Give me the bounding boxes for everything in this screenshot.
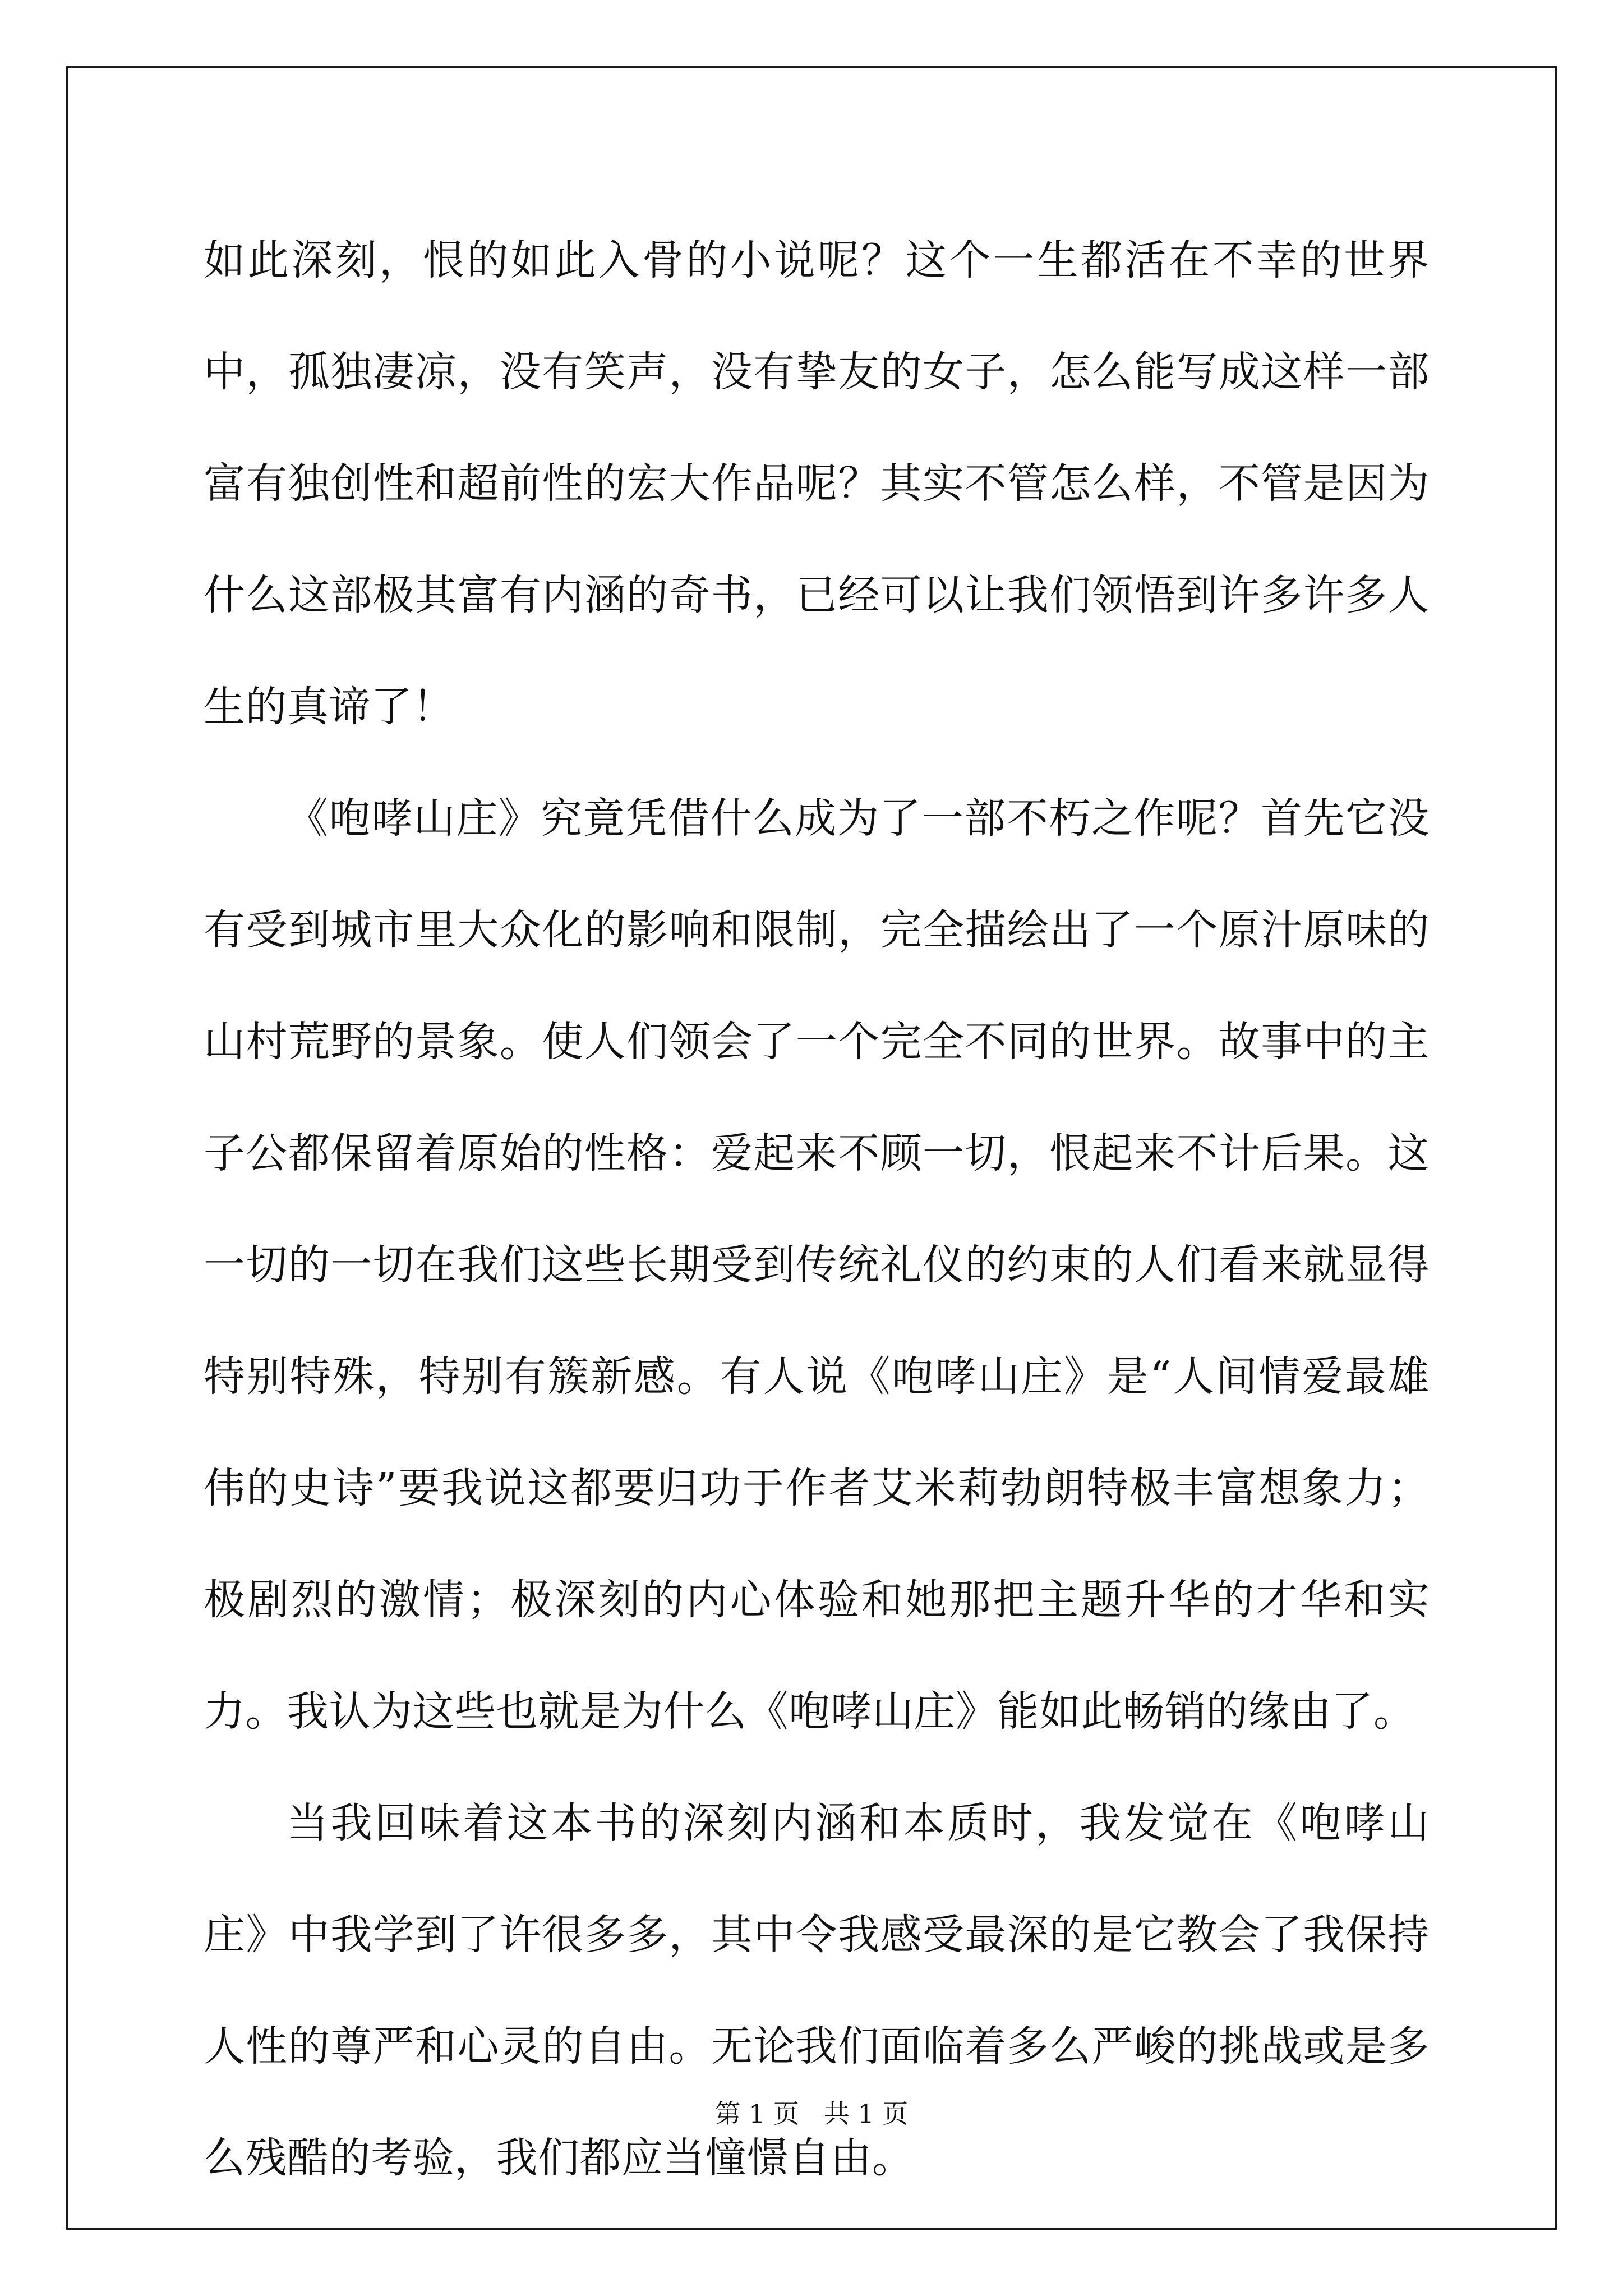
document-body — [204, 205, 1430, 2214]
page-footer: 第 1 页 共 1 页 — [714, 2099, 909, 2129]
paragraph-1: 如此深刻，恨的如此入骨的小说呢？这个一生都活在不幸的世界中，孤独凄凉，没有笑声，没有挚友的女子，怎么能写成这样一部富有独创性和超前性的宏大作品呢？其实不管怎么样，不管是因为什么这部极其富有内涵的奇书，已经可以让我们领悟到许多许多人生的真谛了！ — [204, 236, 1430, 731]
paragraph-2: 《咆哮山庄》究竟凭借什么成为了一部不朽之作呢？首先它没有受到城市里大众化的影响和限制，完全描绘出了一个原汁原味的山村荒野的景象。使人们领会了一个完全不同的世界。故事中的主子公都保留着原始的性格：爱起来不顾一切，恨起来不计后果。这一切的一切在我们这些长期受到传统礼仪的约束的人们看来就显得特别特殊，特别有簇新感。有人说《咆哮山庄》是“人间情爱最雄伟的史诗”要我说这都要归功于作者艾米莉勃朗特极丰富想象力；极剧烈的激情；极深刻的内心体验和她那把主题升华的才华和实力。我认为这些也就是为什么《咆哮山庄》能如此畅销的缘由了。 — [204, 794, 1430, 1736]
paragraph-3: 当我回味着这本书的深刻内涵和本质时，我发觉在《咆哮山庄》中我学到了许很多多，其中令我感受最深的是它教会了我保持人性的尊严和心灵的自由。无论我们面临着多么严峻的挑战或是多么残酷的考验，我们都应当憧憬自由。 — [204, 1799, 1430, 2182]
